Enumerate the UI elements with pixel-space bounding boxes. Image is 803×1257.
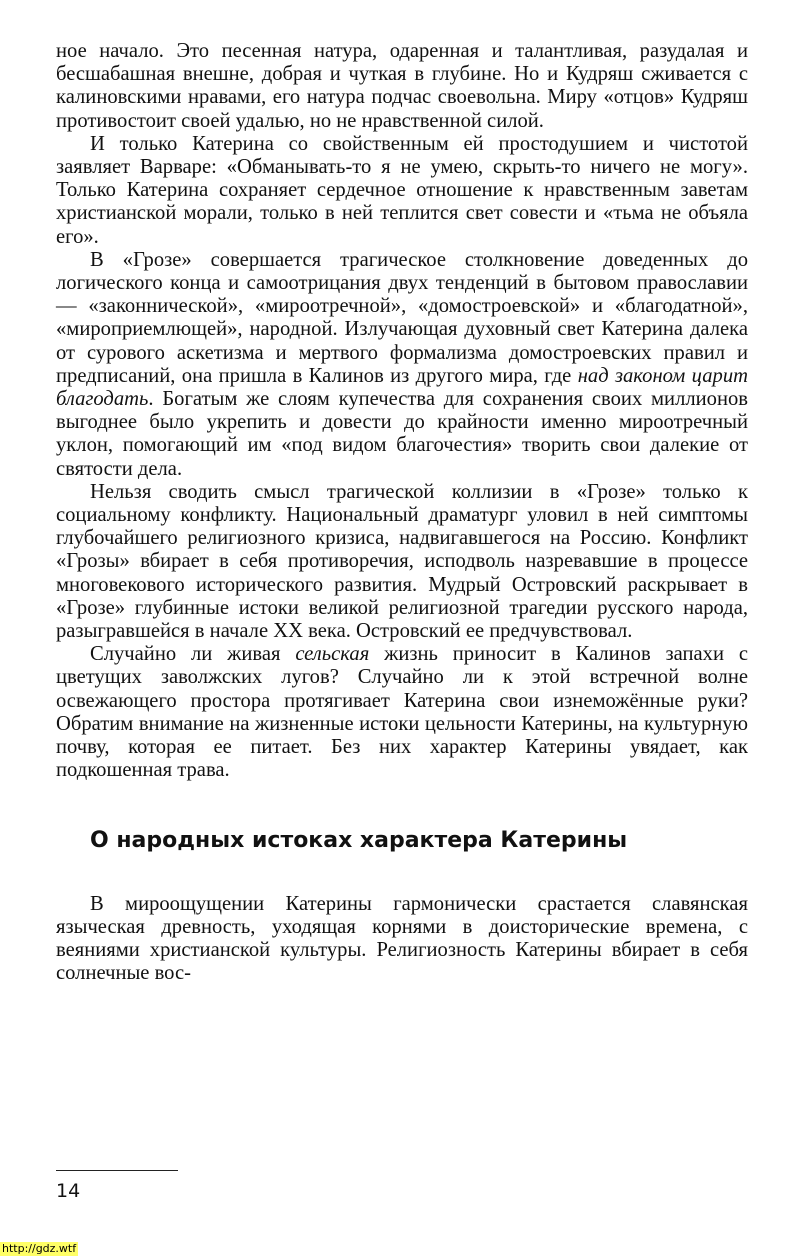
paragraph-3-emphasis: над законом царит благодать (56, 364, 748, 411)
section-heading: О народных истоках характера Катерины (90, 827, 628, 853)
paragraph-3-text-a: В «Грозе» совершается трагическое столкновение доведенных до логического конца и самоотрицания двух тенденций в бытовом православии — «законнической», «мироотречной», «домостроевской» и «благодатной», «мироприемлющей», народной. Излучающая духовный свет Катерина далека от сурового аскетизма и мертвого формализма домостроевских правил и предписаний, она пришла в Калинов из другого мира, где (56, 248, 748, 387)
page-body (56, 40, 748, 985)
paragraph-5-text-a: Случайно ли живая (90, 643, 296, 666)
section-paragraph: В мироощущении Катерины гармонически срастается славянская языческая древность, уходящая корнями в доисторические времена, с веяниями христианской культуры. Религиозность Катерины вбирает в себя солнечные вос- (56, 892, 748, 985)
paragraph-4: Нельзя сводить смысл трагической коллизии в «Грозе» только к социальному конфликту. Национальный драматург уловил в ней симптомы глубочайшего религиозного кризиса, надвигавшегося на Россию. Конфликт «Грозы» вбирает в себя противоречия, исподволь назревавшие в процессе многовекового исторического развития. Мудрый Островский раскрывает в «Грозе» глубинные истоки великой религиозной трагедии русского народа, разыгравшейся в начале XX века. Островский ее предчувствовал. (56, 480, 748, 643)
page-number: 14 (56, 1180, 81, 1202)
paragraph-3-text-b: . Богатым же слоям купечества для сохранения своих миллионов выгоднее было укрепить и довести до крайности именно мироотречный уклон, помогающий им «под видом благочестия» творить свои далекие от святости дела. (56, 388, 748, 480)
paragraph-3 (56, 249, 748, 481)
paragraph-2: И только Катерина со свойственным ей простодушием и чистотой заявляет Варваре: «Обманывать-то я не умею, скрыть-то ничего не могу». Только Катерина сохраняет сердечное отношение к нравственным заветам христианской морали, только в ней теплится свет совести и «тьма не объяла его». (56, 132, 748, 248)
paragraph-5-emphasis: сельская (295, 643, 370, 666)
footnote-divider (56, 1170, 178, 1171)
paragraph-1: ное начало. Это песенная натура, одаренная и талантливая, разудалая и бесшабашная внешне, добрая и чуткая в глубине. Но и Кудряш сживается с калиновскими нравами, его натура подчас своевольна. Миру «отцов» Кудряш противостоит своей удалью, но не нравственной силой. (56, 40, 748, 132)
paragraph-5 (56, 643, 748, 782)
paragraph-5-text-b: жизнь приносит в Калинов запахи с цветущих заволжских лугов? Случайно ли к этой встречной волне освежающего простора протягивает Катерина свои изнеможённые руки? Обратим внимание на жизненные истоки цельности Катерины, на культурную почву, которая ее питает. Без них характер Катерины увядает, как подкошенная трава. (56, 643, 748, 782)
watermark-link[interactable]: http://gdz.wtf (2, 1242, 77, 1255)
